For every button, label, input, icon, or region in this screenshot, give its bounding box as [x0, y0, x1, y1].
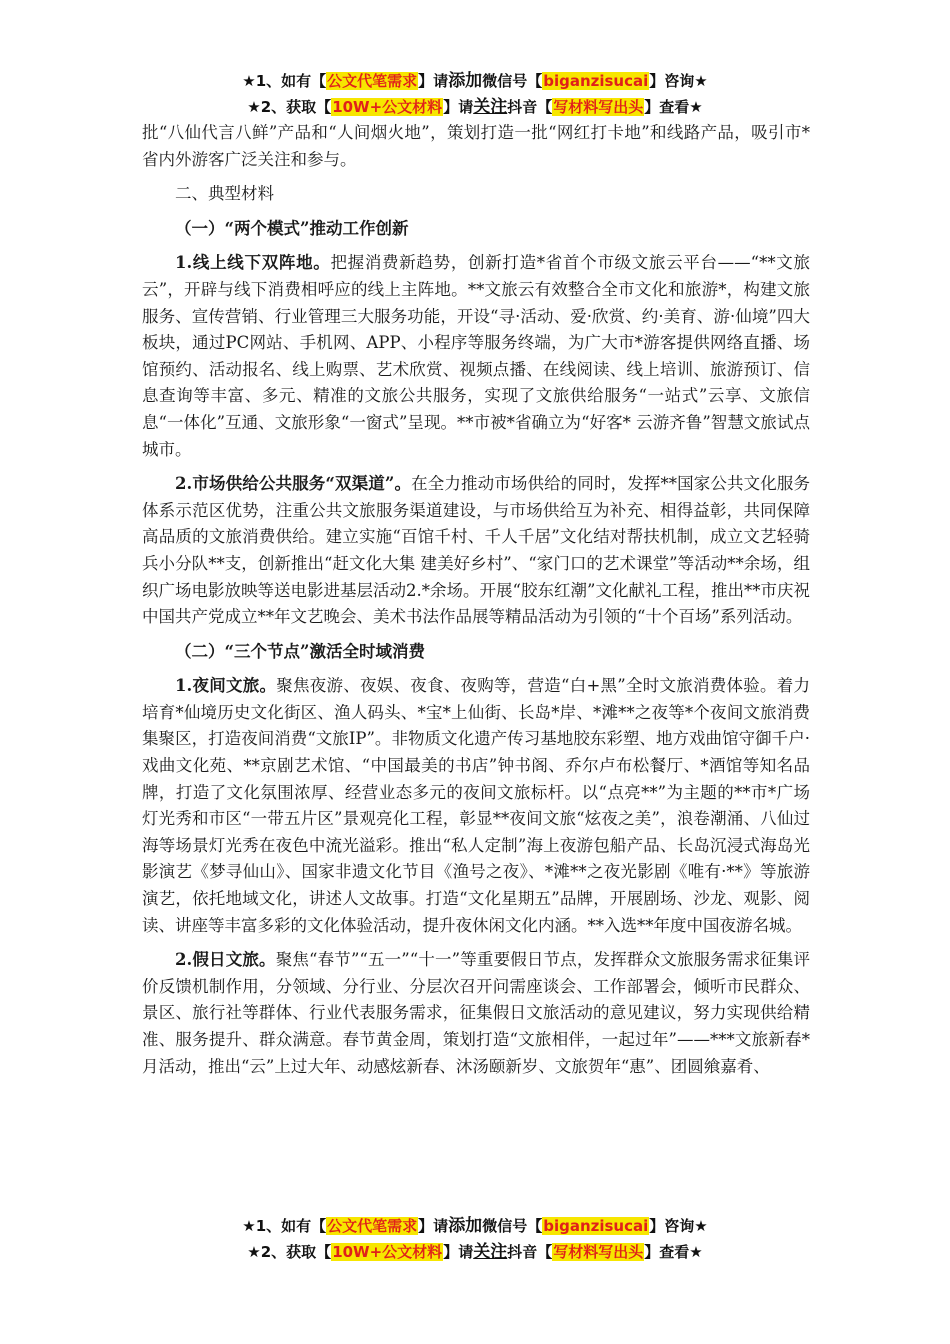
- paragraph: [142, 250, 810, 463]
- promo-banner-top: [0, 68, 950, 120]
- paragraph-lead: 2.假日文旅。: [175, 950, 276, 970]
- paragraph: [142, 947, 810, 1080]
- promo-line-1: [0, 68, 950, 94]
- paragraph-body: 把握消费新趋势，创新打造*省首个市级文旅云平台——“**文旅云”，开辟与线下消费相呼应的线上主阵地。**文旅云有效整合全市文化和旅游*，构建文旅服务、宣传营销、行业管理三大服务功能，开设“寻·活动、爱·欣赏、约·美育、游·仙境”四大板块，通过PC网站、手机网、APP、小程序等服务终端，为广大市*游客提供网络直播、场馆预约、活动报名、线上购票、艺术欣赏、视频点播、在线阅读、线上培训、旅游预订、信息查询等丰富、多元、精准的文旅公共服务，实现了文旅供给服务“一站式”云享、文旅信息“一体化”互通、文旅形象“一窗式”呈现。**市被*省确立为“好客* 云游齐鲁”智慧文旅试点城市。: [142, 253, 810, 459]
- paragraph: 批“八仙代言八鲜”产品和“人间烟火地”，策划打造一批“网红打卡地”和线路产品，吸引市*省内外游客广泛关注和参与。: [142, 123, 810, 169]
- section-heading: 二、典型材料: [175, 184, 274, 204]
- subsection-heading: （二）“三个节点”激活全时域消费: [175, 641, 425, 661]
- promo-highlight: 公文代笔需求: [327, 1217, 418, 1235]
- promo-text: ★1、如有【: [242, 72, 327, 90]
- promo-text: ★1、如有【: [242, 1217, 327, 1235]
- paragraph: [142, 673, 810, 939]
- promo-banner-bottom: [0, 1213, 950, 1265]
- paragraph: [142, 471, 810, 631]
- promo-highlight: 10W+公文材料: [332, 1243, 443, 1261]
- promo-text: ★2、获取【: [247, 1243, 332, 1261]
- promo-line-2: [0, 94, 950, 120]
- promo-text: 】查看★: [644, 98, 703, 116]
- promo-emphasis: 关注: [473, 97, 508, 117]
- promo-text: ★2、获取【: [247, 98, 332, 116]
- promo-text: 微信号【: [482, 72, 543, 90]
- promo-text: 】咨询★: [649, 72, 708, 90]
- promo-line-1: [0, 1213, 950, 1239]
- promo-highlight: 公文代笔需求: [327, 72, 418, 90]
- promo-text: 】请: [418, 72, 449, 90]
- promo-text: 】咨询★: [649, 1217, 708, 1235]
- douyin-id-highlight: 写材料写出头: [553, 98, 644, 116]
- promo-line-2: [0, 1239, 950, 1265]
- wechat-id-highlight: biganzisucai: [543, 72, 649, 90]
- promo-text: 】请: [443, 1243, 474, 1261]
- document-body: [142, 120, 810, 1080]
- paragraph-body: 聚焦“春节”“五一”“十一”等重要假日节点，发挥群众文旅服务需求征集评价反馈机制作用，分领域、分行业、分层次召开问需座谈会、工作部署会，倾听市民群众、景区、旅行社等群体、行业代表服务需求，征集假日文旅活动的意见建议，努力实现供给精准、服务提升、群众满意。春节黄金周，策划打造“文旅相伴，一起过年”——***文旅新春*月活动，推出“云”上过大年、动感炫新春、沐汤颐新岁、文旅贺年“惠”、团圆飨嘉肴、: [142, 950, 810, 1076]
- promo-emphasis: 关注: [473, 1242, 508, 1262]
- paragraph-lead: 1.线上线下双阵地。: [175, 253, 331, 273]
- wechat-id-highlight: biganzisucai: [543, 1217, 649, 1235]
- promo-text: 】请: [418, 1217, 449, 1235]
- subsection-heading: （一）“两个模式”推动工作创新: [175, 218, 409, 238]
- promo-text: 抖音【: [507, 98, 553, 116]
- paragraph-body: 在全力推动市场供给的同时，发挥**国家公共文化服务体系示范区优势，注重公共文旅服务渠道建设，与市场供给互为补充、相得益彰，共同保障高品质的文旅消费供给。建立实施“百馆千村、千人千居”文化结对帮扶机制，成立文艺轻骑兵小分队**支，创新推出“赶文化大集 建美好乡村”、“家门口的艺术课堂”等活动**余场，组织广场电影放映等送电影进基层活动2.*余场。开展“胶东红潮”文化献礼工程，推出**市庆祝中国共产党成立**年文艺晚会、美术书法作品展等精品活动为引领的“十个百场”系列活动。: [142, 474, 810, 627]
- promo-text: 抖音【: [507, 1243, 553, 1261]
- paragraph-lead: 2.市场供给公共服务“双渠道”。: [175, 474, 412, 494]
- paragraph-body: 聚焦夜游、夜娱、夜食、夜购等，营造“白+黑”全时文旅消费体验。着力培育*仙境历史文化街区、渔人码头、*宝*上仙街、长岛*岸、*滩**之夜等*个夜间文旅消费集聚区，打造夜间消费“文旅IP”。非物质文化遗产传习基地胶东彩塑、地方戏曲馆守御千户·戏曲文化苑、**京剧艺术馆、“中国最美的书店”钟书阁、乔尔卢布松餐厅、*酒馆等知名品牌，打造了文化氛围浓厚、经营业态多元的夜间文旅标杆。以“点亮**”为主题的**市*广场灯光秀和市区“一带五片区”景观亮化工程，彰显**夜间文旅“炫夜之美”，浪卷潮涌、八仙过海等场景灯光秀在夜色中流光溢彩。推出“私人定制”海上夜游包船产品、长岛沉浸式海岛光影演艺《梦寻仙山》、国家非遗文化节目《渔号之夜》、*滩**之夜光影剧《唯有·**》等旅游演艺，依托地域文化，讲述人文故事。打造“文化星期五”品牌，开展剧场、沙龙、观影、阅读、讲座等丰富多彩的文化体验活动，提升夜休闲文化内涵。**入选**年度中国夜游名城。: [142, 676, 810, 935]
- douyin-id-highlight: 写材料写出头: [553, 1243, 644, 1261]
- promo-text: 微信号【: [482, 1217, 543, 1235]
- promo-text: 】查看★: [644, 1243, 703, 1261]
- promo-highlight: 10W+公文材料: [332, 98, 443, 116]
- promo-emphasis: 添加: [448, 71, 483, 91]
- promo-text: 】请: [443, 98, 474, 116]
- paragraph-lead: 1.夜间文旅。: [175, 676, 277, 696]
- promo-emphasis: 添加: [448, 1216, 483, 1236]
